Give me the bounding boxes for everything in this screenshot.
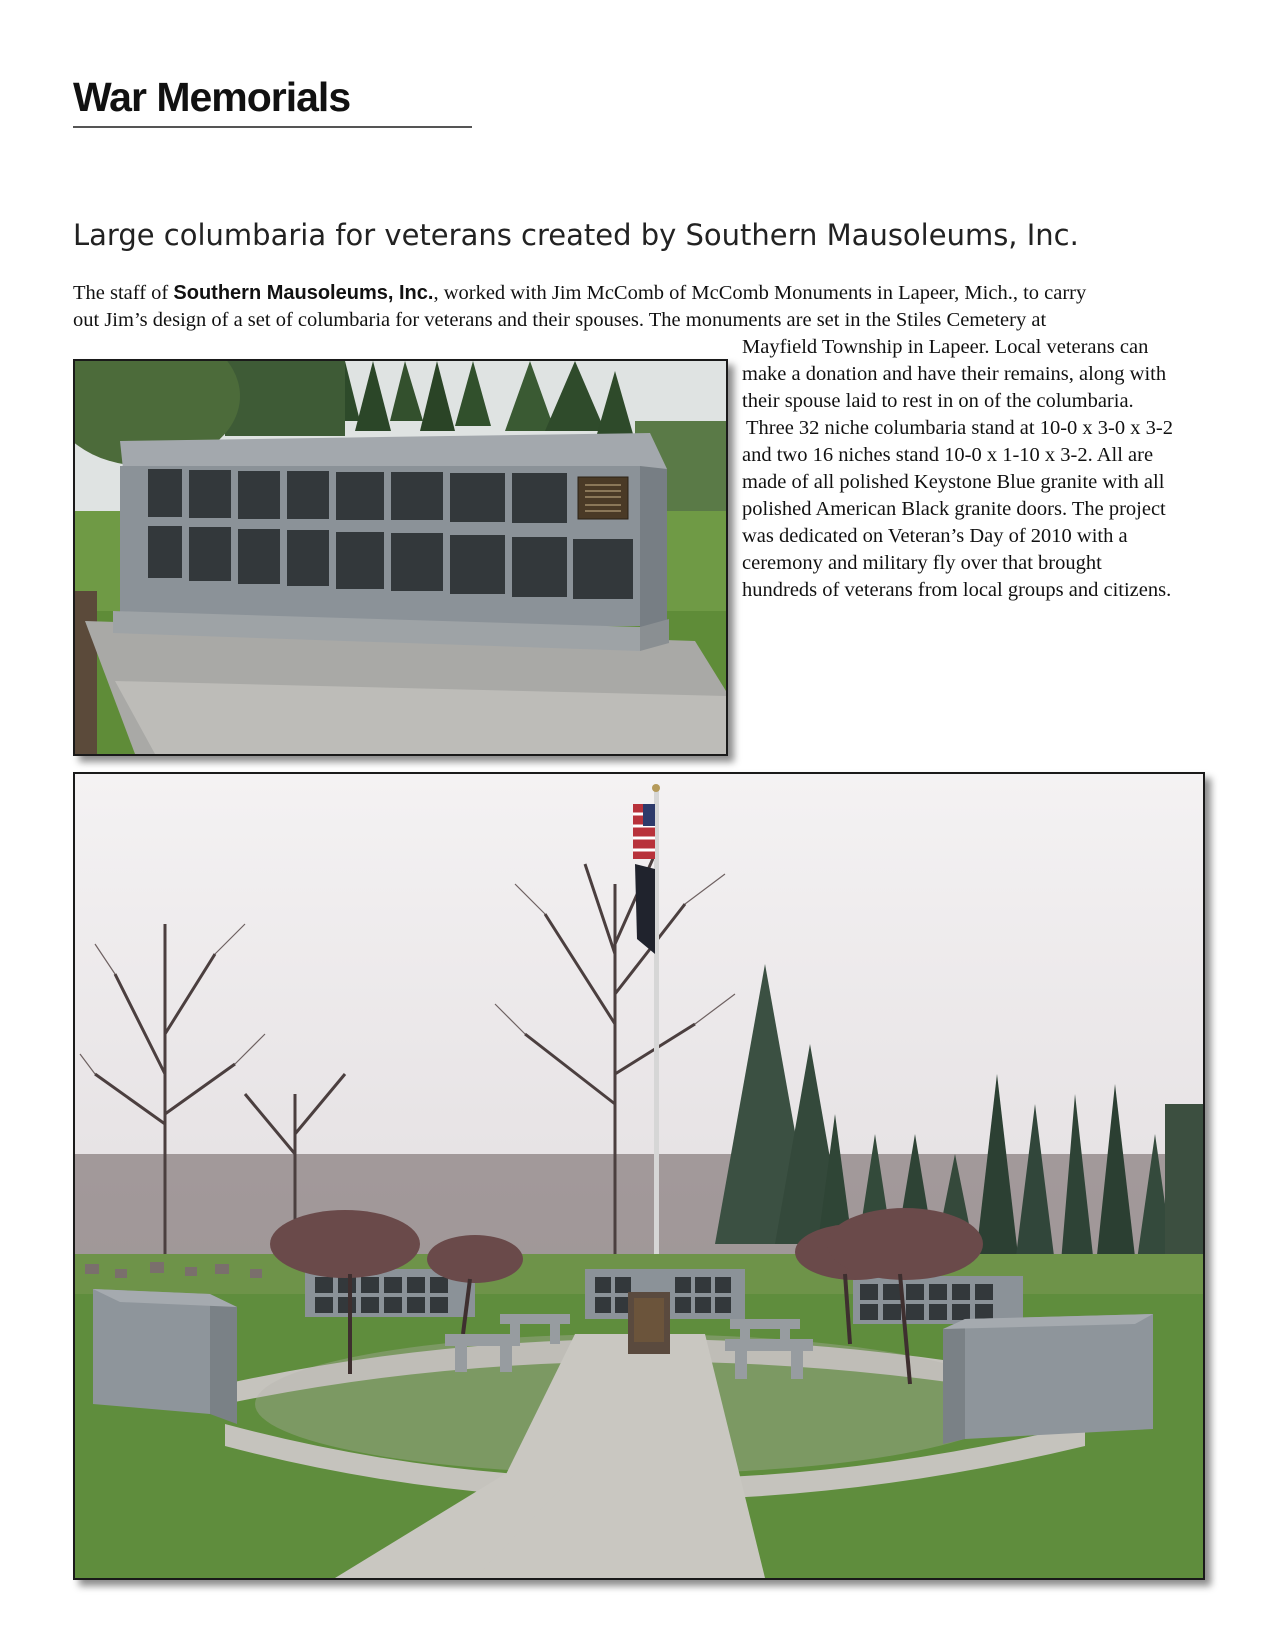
intro-prefix: The staff of xyxy=(73,282,174,304)
memorial-overview-photo xyxy=(73,772,1205,1580)
intro-line-2: out Jim’s design of a set of columbaria for veterans and their spouses. The monuments are set in the Stiles Cemetery at xyxy=(73,309,1047,331)
intro-line-1 xyxy=(73,280,1193,307)
paragraph-1-continued: Mayfield Township in Lapeer. Local veterans can make a donation and have their remains, along with their spouse laid to rest in on of the columbaria. xyxy=(742,336,1167,412)
article-right-column xyxy=(742,334,1182,604)
intro-suffix: , worked with Jim McComb of McComb Monuments in Lapeer, Mich., to carry xyxy=(433,282,1087,304)
columbarium-closeup-image xyxy=(75,361,726,754)
memorial-overview-image xyxy=(75,774,1203,1578)
section-title: War Memorials xyxy=(73,74,351,120)
columbarium-closeup-photo xyxy=(73,359,728,756)
paragraph-2: Three 32 niche columbaria stand at 10-0 x 3-0 x 3-2 and two 16 niches stand 10-0 x 1-10 x 3-2. All are made of all polished Keystone Blue granite with all polished American Black granite doors. The project was dedicated on Veteran’s Day of 2010 with a ceremony and military fly over that brought hundreds of veterans from local groups and citizens. xyxy=(742,417,1173,601)
company-name: Southern Mausoleums, Inc. xyxy=(173,282,434,304)
title-underline xyxy=(73,126,472,128)
article-headline: Large columbaria for veterans created by Southern Mausoleums, Inc. xyxy=(73,218,1079,252)
